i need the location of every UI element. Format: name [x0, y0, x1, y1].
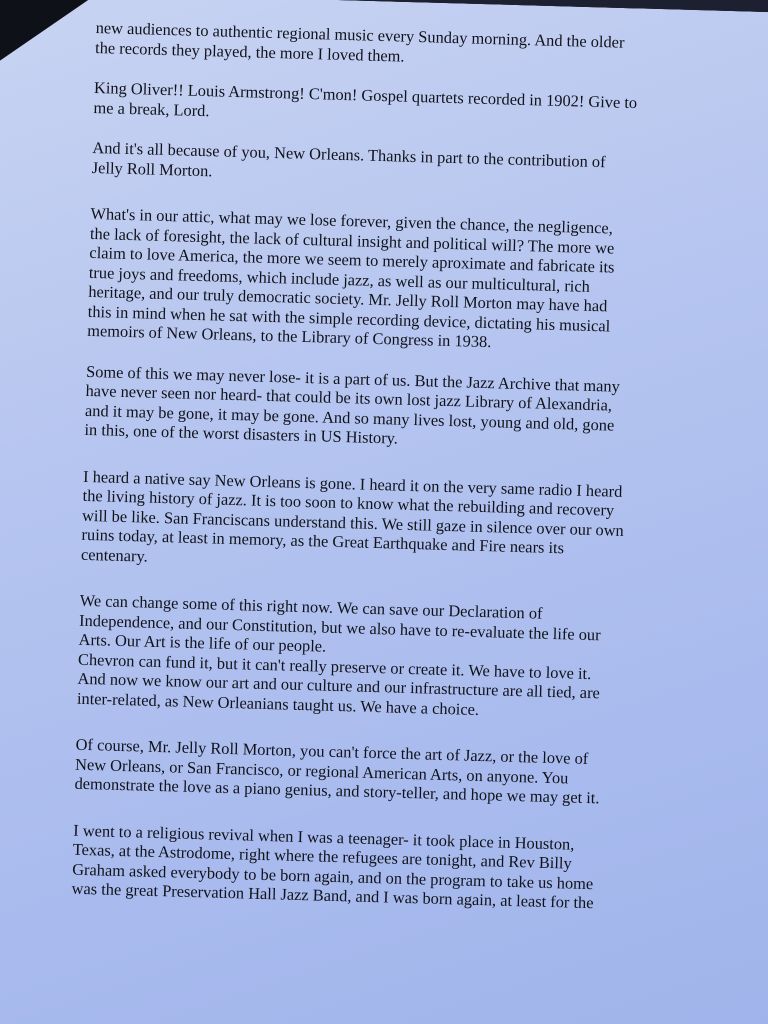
- paragraph-5: Some of this we may never lose- it is a part of us. But the Jazz Archive that many have never seen nor heard- that could be its own lost jazz Library of Alexandria, and it may be gone, it may be gone. And so many lives lost, young and old, gone in this, one of the worst disasters in US History.: [84, 361, 621, 448]
- paragraph-1: new audiences to authentic regional music every Sunday morning. And the older the records they played, the more I loved them.: [94, 18, 625, 66]
- document-page: [71, 18, 726, 937]
- paragraph-9: I went to a religious revival when I was a teenager- it took place in Houston, Texas, at the Astrodome, right where the refugees are tonight, and Rev Billy Graham asked everybody to be born again, and on the program to take us home was the great Preservation Hall Jazz Band, and I was born again, at least for the: [71, 820, 594, 913]
- paragraph-7: We can change some of this right now. We can save our Declaration of Independence, and our Constitution, but we also have to re-evaluate the life our Arts. Our Art is the life of our people. Chevron can fund it, but it can't really preserve or create it. We have to love it. And now we know our art and our culture and our infrastructure are all tied, are inter-related, as New Orleanians taught us. We have a choice.: [76, 590, 601, 719]
- paragraph-3: And it's all because of you, New Orleans. Thanks in part to the contribution of Jelly Roll Morton.: [91, 137, 606, 180]
- paragraph-6: I heard a native say New Orleans is gone. I heard it on the very same radio I heard the living history of jazz. It is too soon to know what the rebuilding and recovery will be like. San Franciscans understand this. We still gaze in silence over our own ruins today, at least in memory, as the Great Earthquake and Fire nears its centenary.: [80, 466, 625, 566]
- paragraph-4: What's in our attic, what may we lose forever, given the chance, the negligence, the lack of foresight, the lack of cultural insight and political will? The more we claim to love America, the more we seem to merely aproximate and fabricate its true joys and freedoms, which include jazz, as well as our multicultural, rich heritage, and our truly democratic society. Mr. Jelly Roll Morton may have had this in mind when he sat with the simple recording device, dictating his musical memoirs of New Orleans, to the Library of Congress in 1938.: [87, 203, 615, 352]
- paragraph-2: King Oliver!! Louis Armstrong! C'mon! Gospel quartets recorded in 1902! Give to me a break, Lord.: [93, 77, 638, 120]
- paragraph-8: Of course, Mr. Jelly Roll Morton, you can't force the art of Jazz, or the love of New Orleans, or San Francisco, or regional American Arts, on anyone. You demonstrate the love as a piano genius, and story-teller, and hope we may get it.: [74, 734, 600, 808]
